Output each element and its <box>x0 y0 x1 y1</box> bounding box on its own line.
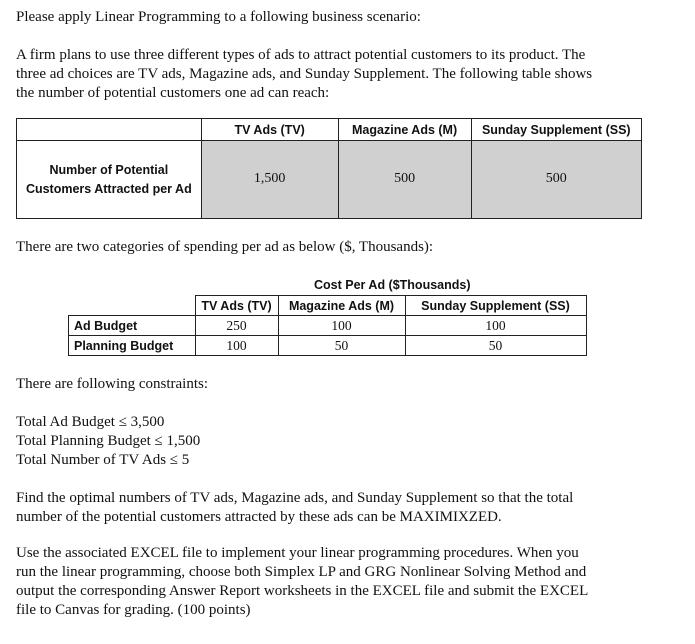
instructions-line: Use the associated EXCEL file to implement your linear programming procedures. When you <box>16 545 579 561</box>
cost-row-label: Planning Budget <box>69 336 196 356</box>
cost-table-caption: Cost Per Ad ($Thousands) <box>314 278 471 292</box>
cost-cell: 250 <box>195 316 278 336</box>
objective-line: number of the potential customers attracted by these ads can be MAXIMIXZED. <box>16 509 502 525</box>
scenario-line: the number of potential customers one ad can reach: <box>16 85 330 101</box>
instructions-line: output the corresponding Answer Report worksheets in the EXCEL file and submit the EXCEL <box>16 583 589 599</box>
instructions-paragraph <box>16 544 588 620</box>
reach-header-tv: TV Ads (TV) <box>201 119 338 141</box>
scenario-line: three ad choices are TV ads, Magazine ads, and Sunday Supplement. The following table shows <box>16 66 593 82</box>
cost-row-label: Ad Budget <box>69 316 196 336</box>
reach-header-magazine: Magazine Ads (M) <box>338 119 471 141</box>
cost-cell: 100 <box>195 336 278 356</box>
instructions-line: run the linear programming, choose both Simplex LP and GRG Nonlinear Solving Method and <box>16 564 587 580</box>
constraint-item: Total Number of TV Ads ≤ 5 <box>16 452 190 468</box>
intro-text: Please apply Linear Programming to a following business scenario: <box>16 9 421 25</box>
constraint-item: Total Planning Budget ≤ 1,500 <box>16 433 201 449</box>
cost-cell: 50 <box>278 336 405 356</box>
table-row <box>69 336 587 356</box>
cost-table-corner <box>69 296 196 316</box>
table-row <box>69 316 587 336</box>
cost-header-sunday: Sunday Supplement (SS) <box>405 296 586 316</box>
scenario-line: A firm plans to use three different types of ads to attract potential customers to its product. The <box>16 47 586 63</box>
constraints-list <box>16 413 200 470</box>
cost-table <box>68 295 587 356</box>
cost-cell: 100 <box>405 316 586 336</box>
scenario-paragraph <box>16 46 592 103</box>
cost-header-tv: TV Ads (TV) <box>195 296 278 316</box>
reach-value-sunday: 500 <box>471 141 641 219</box>
reach-row-label: Number of Potential Customers Attracted per Ad <box>17 141 202 219</box>
cost-cell: 100 <box>278 316 405 336</box>
cost-header-magazine: Magazine Ads (M) <box>278 296 405 316</box>
reach-value-tv: 1,500 <box>201 141 338 219</box>
instructions-line: file to Canvas for grading. (100 points) <box>16 602 251 618</box>
reach-table-corner <box>17 119 202 141</box>
reach-header-sunday: Sunday Supplement (SS) <box>471 119 641 141</box>
cost-cell: 50 <box>405 336 586 356</box>
spending-intro: There are two categories of spending per ad as below ($, Thousands): <box>16 239 434 255</box>
reach-value-magazine: 500 <box>338 141 471 219</box>
objective-paragraph <box>16 489 573 527</box>
objective-line: Find the optimal numbers of TV ads, Magazine ads, and Sunday Supplement so that the total <box>16 490 574 506</box>
constraints-intro: There are following constraints: <box>16 376 209 392</box>
reach-table <box>16 118 642 219</box>
constraint-item: Total Ad Budget ≤ 3,500 <box>16 414 165 430</box>
